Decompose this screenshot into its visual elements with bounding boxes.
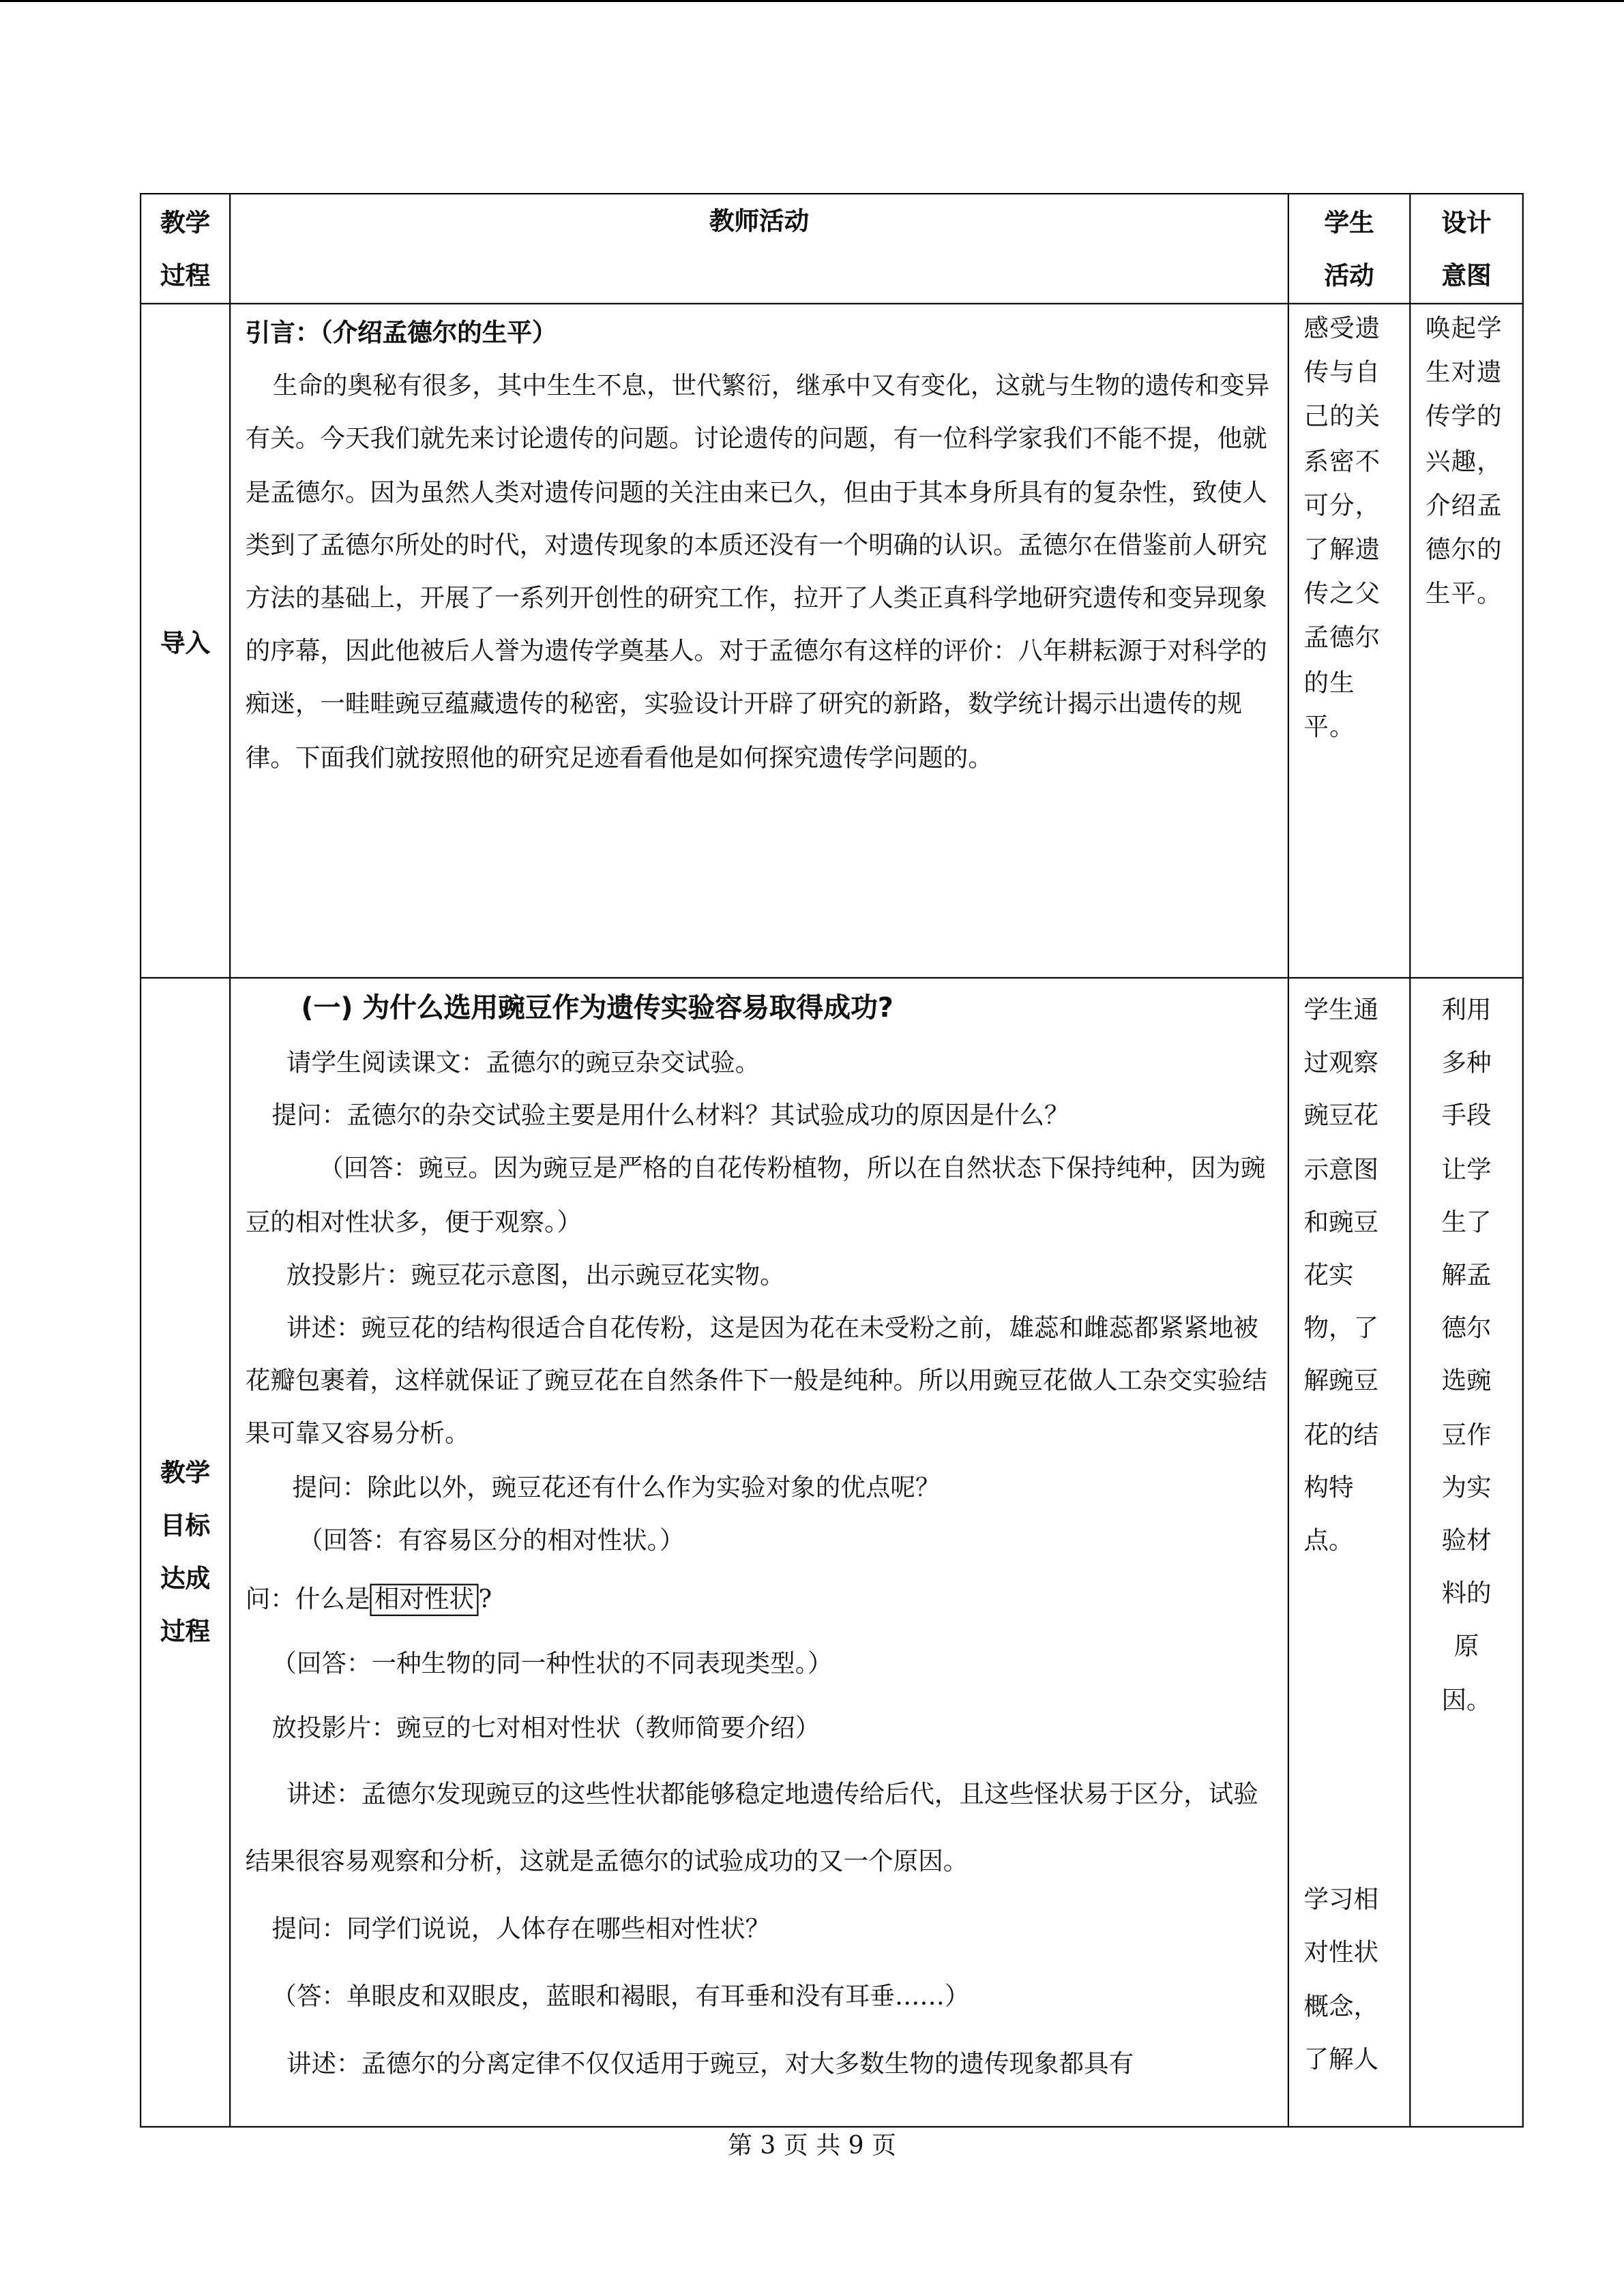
header-process: 教学 过程 xyxy=(141,194,230,303)
goal-teacher-activity xyxy=(230,978,1288,2127)
paragraph-question-advantage: 提问：除此以外，豌豆花还有什么作为实验对象的优点呢？ xyxy=(292,1473,941,1503)
goal-student-activity xyxy=(1288,978,1410,2127)
header-row xyxy=(141,194,1523,303)
lesson-plan-page xyxy=(140,193,1624,2128)
paragraph-explain-flower: 讲述：豌豆花的结构很适合自花传粉，这是因为花在未受粉之前，雄蕊和雌蕊都紧紧地被花瓣包裹着，这样就保证了豌豆花在自然条件下一般是纯种。所以用豌豆花做人工杂交实验结果可靠又容易分析。 xyxy=(245,1314,1267,1450)
paragraph-read: 请学生阅读课文：孟德尔的豌豆杂交试验。 xyxy=(286,1049,761,1079)
term-relative-trait: 相对性状 xyxy=(370,1584,478,1616)
paragraph-explain-law: 讲述：孟德尔的分离定律不仅仅适用于豌豆，对大多数生物的遗传现象都具有 xyxy=(286,2050,1134,2080)
stage-intro: 导入 xyxy=(141,303,230,978)
paragraph-answer-traits: （回答：有容易区分的相对性状。） xyxy=(298,1526,685,1556)
student-observe-note: 学生通 过观察 豌豆花 示意图 和豌豆 花实 物，了 解豌豆 花的结 构特 点。 xyxy=(1303,996,1379,1556)
paragraph-answer-definition: （回答：一种生物的同一种性状的不同表现类型。） xyxy=(271,1650,833,1680)
paragraph-slide-flower: 放投影片：豌豆花示意图，出示豌豆花实物。 xyxy=(286,1261,785,1291)
paragraph-ask-definition: 问：什么是 相对性状 ? xyxy=(246,1568,1273,1632)
section-title: (一) 为什么选用豌豆作为遗传实验容易取得成功? xyxy=(301,993,894,1024)
header-teacher-activity: 教师活动 xyxy=(230,194,1288,303)
paragraph-slide-seven-traits: 放投影片：豌豆的七对相对性状（教师简要介绍） xyxy=(271,1714,821,1744)
intro-body: 生命的奥秘有很多，其中生生不息，世代繁衍，继承中又有变化，这就与生物的遗传和变异有关。今天我们就先来讨论遗传的问题。讨论遗传的问题，有一位科学家我们不能不提，他就是孟德尔。因为虽然人类对遗传问题的关注由来已久，但由于其本身所具有的复杂性，致使人类到了孟德尔所处的时代，对遗传现象的本质还没有一个明确的认识。孟德尔在借鉴前人研究方法的基础上，开展了一系列开创性的研究工作，拉开了人类正真科学地研究遗传和变异现象的序幕，因此他被后人誉为遗传学奠基人。对于孟德尔有这样的评价：八年耕耘源于对科学的痴迷，一畦畦豌豆蕴藏遗传的秘密，实验设计开辟了研究的新路，数学统计揭示出遗传的规律。下面我们就按照他的研究足迹看看他是如何探究遗传学问题的。 xyxy=(245,372,1270,773)
header-student-activity: 学生 活动 xyxy=(1288,194,1410,303)
stage-goal-process: 教学 目标 达成 过程 xyxy=(141,978,230,2127)
intro-row xyxy=(141,303,1523,978)
paragraph-answer-human: （答：单眼皮和双眼皮，蓝眼和褐眼，有耳垂和没有耳垂……） xyxy=(271,1982,970,2012)
intro-design-intent: 唤起学生对遗传学的兴趣，介绍孟德尔的生平。 xyxy=(1410,303,1522,978)
intro-title: 引言：（介绍孟德尔的生平） xyxy=(245,318,557,348)
goal-row xyxy=(141,978,1523,2127)
intro-student-activity: 感受遗传与自己的关系密不可分，了解遗传之父孟德尔的生平。 xyxy=(1288,303,1410,978)
header-design-intent: 设计 意图 xyxy=(1410,194,1522,303)
paragraph-question-human: 提问：同学们说说，人体存在哪些相对性状？ xyxy=(271,1915,771,1945)
top-border-line xyxy=(0,0,1624,2)
paragraph-answer-pea: （回答：豌豆。因为豌豆是严格的自花传粉植物，所以在自然状态下保持纯种，因为豌豆的相对性状多，便于观察。） xyxy=(245,1154,1266,1238)
page-number: 第 3 页 共 9 页 xyxy=(727,2132,897,2160)
intro-teacher-activity xyxy=(230,303,1288,978)
paragraph-explain-stable: 讲述：孟德尔发现豌豆的这些性状都能够稳定地遗传给后代，且这些怪状易于区分，试验结果很容易观察和分析，这就是孟德尔的试验成功的又一个原因。 xyxy=(245,1780,1258,1877)
student-concept-note: 学习相 对性状 概念， 了解人 xyxy=(1303,1885,1379,2075)
lesson-plan-table xyxy=(140,193,1524,2128)
goal-design-intent: 利用 多种 手段 让学 生了 解孟 德尔 选豌 豆作 为实 验材 料的 原 因。 xyxy=(1410,978,1522,2127)
paragraph-question-material: 提问：孟德尔的杂交试验主要是用什么材料？其试验成功的原因是什么？ xyxy=(271,1101,1069,1131)
